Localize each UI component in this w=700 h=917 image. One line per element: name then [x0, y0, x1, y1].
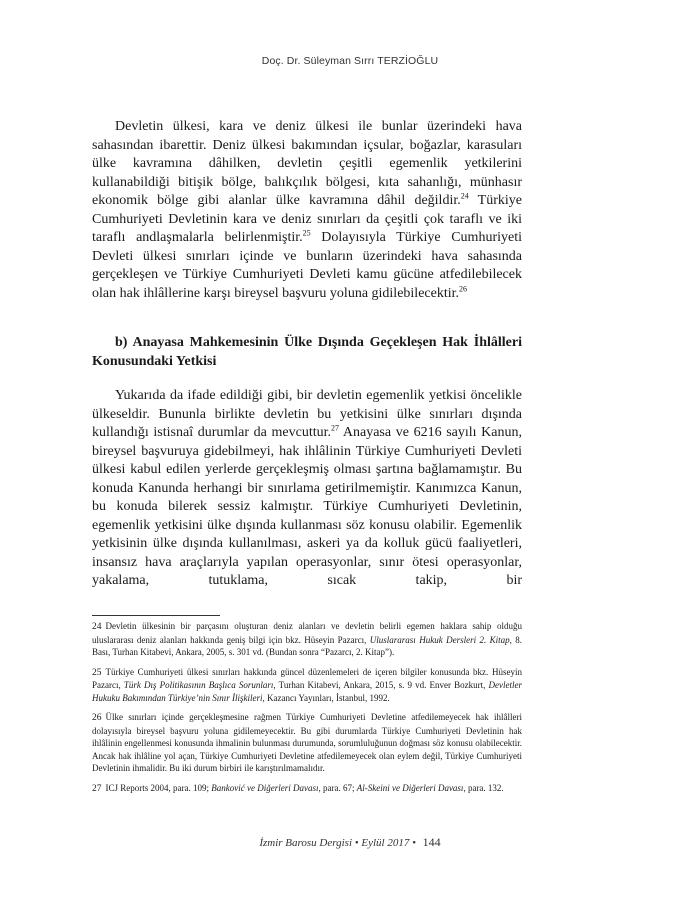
- footnote-ref-26[interactable]: 26: [459, 283, 468, 293]
- footnote-number: 25: [92, 667, 102, 678]
- header-author: Doç. Dr. Süleyman Sırrı TERZİOĞLU: [261, 55, 439, 67]
- footnote-ref-27[interactable]: 27: [331, 423, 340, 433]
- section-label: b): [115, 335, 128, 350]
- paragraph-2: [92, 387, 522, 591]
- footer-journal: İzmir Barosu Dergisi • Eylül 2017 •: [259, 837, 416, 849]
- para2-text-b: Anayasa ve 6216 sayılı Kanun, bireysel başvuruya gidebilmeyi, hak ihlâlinin Türkiye Cumhuriyeti Devleti ülkesi kabul edilen yerlerde gerçekleşmiş olması şartına bağlamamıştır. Bu konuda Kanunda herhangi bir sınırlama getirilmemiştir. Kanımızca Kanun, bu konuda bilerek sessiz kalmıştır. Türkiye Cumhuriyeti Devletinin, egemenlik yetkisini ülke dışında kullanması söz konusu olabilir. Egemenlik yetkisinin ülke dışında kullanılması, askeri ya da kolluk gücü faaliyetleri, insansız hava araçlarıyla yapılan operasyonlar, sınır ötesi operasyonlar, yakalama, tutuklama, sıcak takip, bir: [92, 425, 522, 588]
- footnote-26: 26 Ülke sınırları içinde gerçekleşmesine rağmen Türkiye Cumhuriyeti Devletine atfedilemeyecek hak ihlâlleri dolayısıyla bireysel başvuru yoluna gidilemeyecektir. Bu gibi durumlarda Türkiye Cumhuriyeti Devletinin hak ihlâlinin engellenmesi konusunda ihmalinin bulunması durumunda, sorumluluğunun doğması söz konusu olabilecektir. Ancak hak ihlâline yol açan, Türkiye Cumhuriyeti Devletine atfedilemeyecek olan eylem değil, Türkiye Cumhuriyeti Devletinin ihmalidir. Bu iki durum birbiri ile karıştırılmamalıdır.: [92, 712, 522, 773]
- footnotes: [92, 620, 522, 802]
- page-number: 144: [422, 835, 441, 849]
- footnote-ref-24[interactable]: 24: [460, 191, 469, 201]
- footnote-24: 24 Devletin ülkesinin bir parçasını oluşturan deniz alanları ve devletin belirli egemen haklara sahip olduğu uluslararası deniz alanları hakkında geniş bilgi için bkz. Hüseyin Pazarcı, Uluslararası Hukuk Dersleri 2. Kitap, 8. Bası, Turhan Kitabevi, Ankara, 2005, s. 301 vd. (Bundan sonra “Pazarcı, 2. Kitap”).: [92, 621, 522, 657]
- running-footer: [0, 835, 700, 850]
- footnote-25: 25 Türkiye Cumhuriyeti ülkesi sınırları hakkında güncel düzenlemeleri de içeren bilgiler konusunda bkz. Hüseyin Pazarcı, Türk Dış Politikasının Başlıca Sorunları, Turhan Kitabevi, Ankara, 2015, s. 9 vd. Enver Bozkurt, Devletler Hukuku Bakımından Türkiye’nin Sınır İlişkileri, Kazancı Yayınları, İstanbul, 1992.: [92, 666, 522, 703]
- para1-text-a: Devletin ülkesi, kara ve deniz ülkesi ile bunlar üzerindeki hava sahasından ibarettir. Deniz ülkesi bakımından içsular, boğazlar, karasuları ülke kavramına dâhilken, devletin çeşitli egemenlik yetkilerini kullanabildiği bitişik bölge, balıkçılık bölgesi, kıta sahanlığı, münhasır ekonomik bölge gibi alanlar ülke kavramına dâhil değildir.: [92, 119, 522, 208]
- para1-text-b: Türkiye Cumhuriyeti Devletinin kara ve deniz sınırları da çeşitli çok taraflı ve iki taraflı andlaşmalarla belirlenmiştir.: [92, 193, 522, 245]
- footnote-ref-25[interactable]: 25: [302, 228, 311, 238]
- para2-text-a: Yukarıda da ifade edildiği gibi, bir devletin egemenlik yetkisi öncelikle ülkeseldir. Bununla birlikte devletin bu yetkisini ülke sınırları dışında kullandığı istisnaî durumlar da mevcuttur.: [92, 388, 522, 440]
- footnote-27: 27 ICJ Reports 2004, para. 109; Banković ve Diğerleri Davası, para. 67; Al-Skeini ve Diğerleri Davası, para. 132.: [92, 782, 504, 794]
- footnote-number: 27: [92, 783, 102, 794]
- footnote-number: 26: [92, 713, 102, 723]
- running-header: [0, 55, 700, 67]
- section-heading: [92, 333, 522, 371]
- section-title: Anayasa Mahkemesinin Ülke Dışında Geçekleşen Hak İhlâlleri Konusundaki Yetkisi: [92, 335, 522, 369]
- footnote-number: 24: [92, 622, 102, 632]
- footnote-divider: [92, 615, 220, 616]
- paragraph-1: [92, 118, 522, 303]
- para1-text-c: Dolayısıyla Türkiye Cumhuriyeti Devleti ülkesi sınırları içinde ve bunların üzerindeki hava sahasında gerçekleşen ve Türkiye Cumhuriyeti Devleti kamu gücüne atfedilebilecek olan hak ihlâllerine karşı bireysel başvuru yoluna gidilebilecektir.: [92, 230, 522, 301]
